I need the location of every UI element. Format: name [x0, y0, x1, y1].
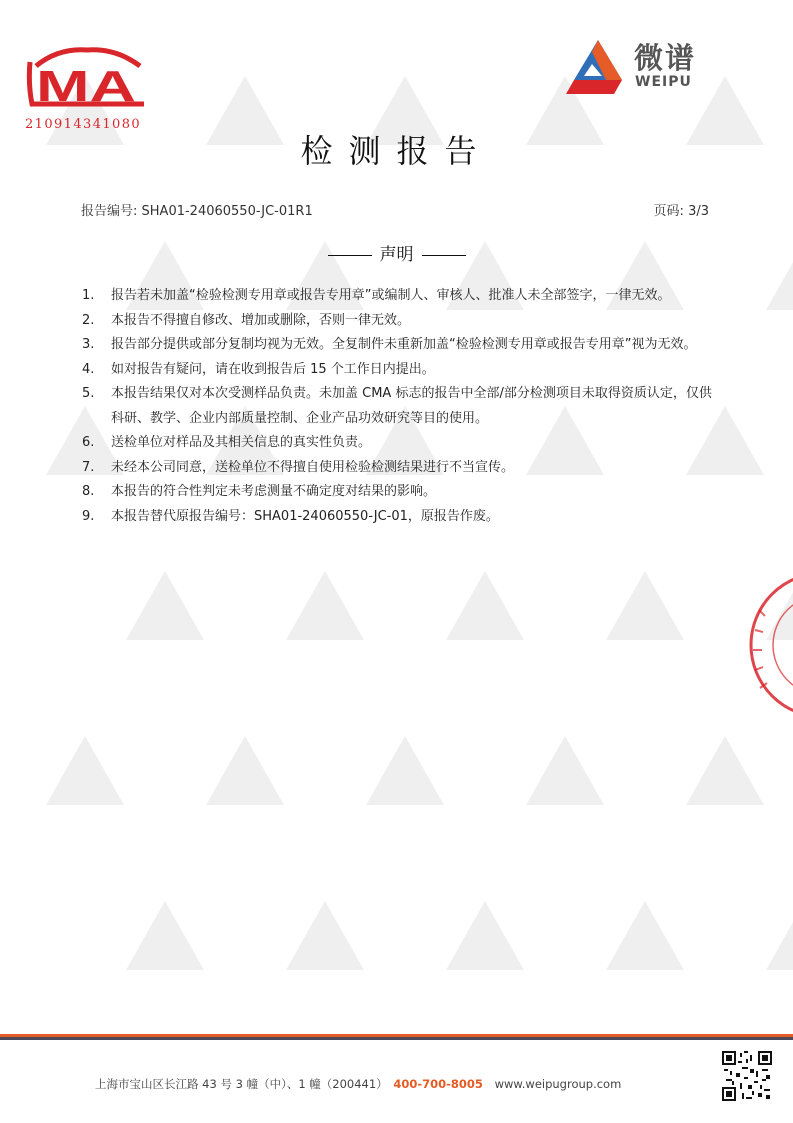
clause-text: 报告若未加盖“检验检测专用章或报告专用章”或编制人、审核人、批准人未全部签字，一律无效。: [111, 288, 671, 303]
cma-logo: [24, 46, 150, 116]
section-heading: [0, 240, 793, 265]
list-item: [82, 431, 722, 456]
declaration-list: [82, 284, 722, 529]
clause-number: 1.: [82, 288, 95, 303]
watermark-logo: [280, 895, 370, 985]
watermark-logo: [600, 895, 690, 985]
clause-text: 未经本公司同意，送检单位不得擅自使用检验检测结果进行不当宣传。: [111, 459, 515, 475]
page-number: [654, 200, 709, 219]
clause-text: 本报告的符合性判定未考虑测量不确定度对结果的影响。: [111, 484, 437, 499]
watermark-logo: [680, 730, 770, 820]
brand-name-cn: 微谱: [634, 41, 697, 75]
clause-number: 3.: [82, 337, 95, 352]
list-item: [82, 333, 722, 358]
watermark-logo: [520, 730, 610, 820]
list-item: [82, 382, 722, 431]
list-item: [82, 480, 722, 505]
watermark-logo: [200, 730, 290, 820]
watermark-logo: [440, 895, 530, 985]
list-item: [82, 505, 722, 530]
clause-text: 如对报告有疑问，请在收到报告后 15 个工作日内提出。: [111, 361, 435, 377]
page-number-label: 页码:: [653, 204, 684, 219]
clause-number: 7.: [82, 459, 95, 475]
report-number-label: 报告编号:: [81, 204, 138, 219]
footer-phone: 400-700-8005: [393, 1077, 483, 1091]
watermark-logo: [120, 895, 210, 985]
cma-certificate-number: 210914341080: [25, 117, 142, 132]
list-item: [82, 284, 722, 309]
clause-number: 4.: [82, 361, 95, 377]
clause-number: 2.: [82, 312, 95, 328]
clause-text: 本报告结果仅对本次受测样品负责。未加盖 CMA 标志的报告中全部/部分检测项目未取得资质认定，仅供科研、教学、企业内部质量控制、企业产品功效研究等目的使用。: [111, 386, 712, 426]
clause-number: 5.: [82, 386, 95, 401]
section-heading-text: 声明: [379, 245, 414, 265]
report-number: [81, 200, 313, 219]
clause-text: 送检单位对样品及其相关信息的真实性负责。: [111, 435, 372, 450]
page-number-value: 3/3: [688, 204, 709, 219]
footer: [95, 1076, 621, 1092]
svg-text:MA: MA: [36, 62, 136, 111]
watermark-logo: [40, 730, 130, 820]
watermark-logo: [600, 565, 690, 655]
clause-text: 本报告不得擅自修改、增加或删除，否则一律无效。: [111, 312, 411, 328]
watermark-logo: [760, 895, 793, 985]
clause-number: 9.: [82, 508, 95, 524]
heading-rule-left: [328, 255, 372, 256]
footer-rule-dark: [0, 1037, 793, 1040]
page-title: 检测报告: [300, 132, 493, 170]
clause-number: 8.: [82, 484, 95, 499]
clause-text: 报告部分提供或部分复制均视为无效。全复制件未重新加盖“检验检测专用章或报告专用章”视为无效。: [111, 337, 697, 352]
watermark-logo: [280, 565, 370, 655]
footer-address: 上海市宝山区长江路 43 号 3 幢（中）、1 幢（200441）: [95, 1077, 388, 1091]
brand-name-en: WEIPU: [635, 74, 692, 90]
heading-rule-right: [422, 255, 466, 256]
report-number-value: SHA01-24060550-JC-01R1: [141, 204, 313, 219]
clause-text: 本报告替代原报告编号：SHA01-24060550-JC-01，原报告作废。: [111, 508, 499, 524]
footer-website: www.weipugroup.com: [494, 1077, 622, 1091]
watermark-logo: [440, 565, 530, 655]
watermark-logo: [120, 565, 210, 655]
list-item: [82, 309, 722, 334]
clause-number: 6.: [82, 435, 95, 450]
seal-stamp: [745, 570, 793, 720]
watermark-logo: [360, 730, 450, 820]
list-item: [82, 358, 722, 383]
qr-code: [722, 1051, 772, 1101]
list-item: [82, 456, 722, 481]
